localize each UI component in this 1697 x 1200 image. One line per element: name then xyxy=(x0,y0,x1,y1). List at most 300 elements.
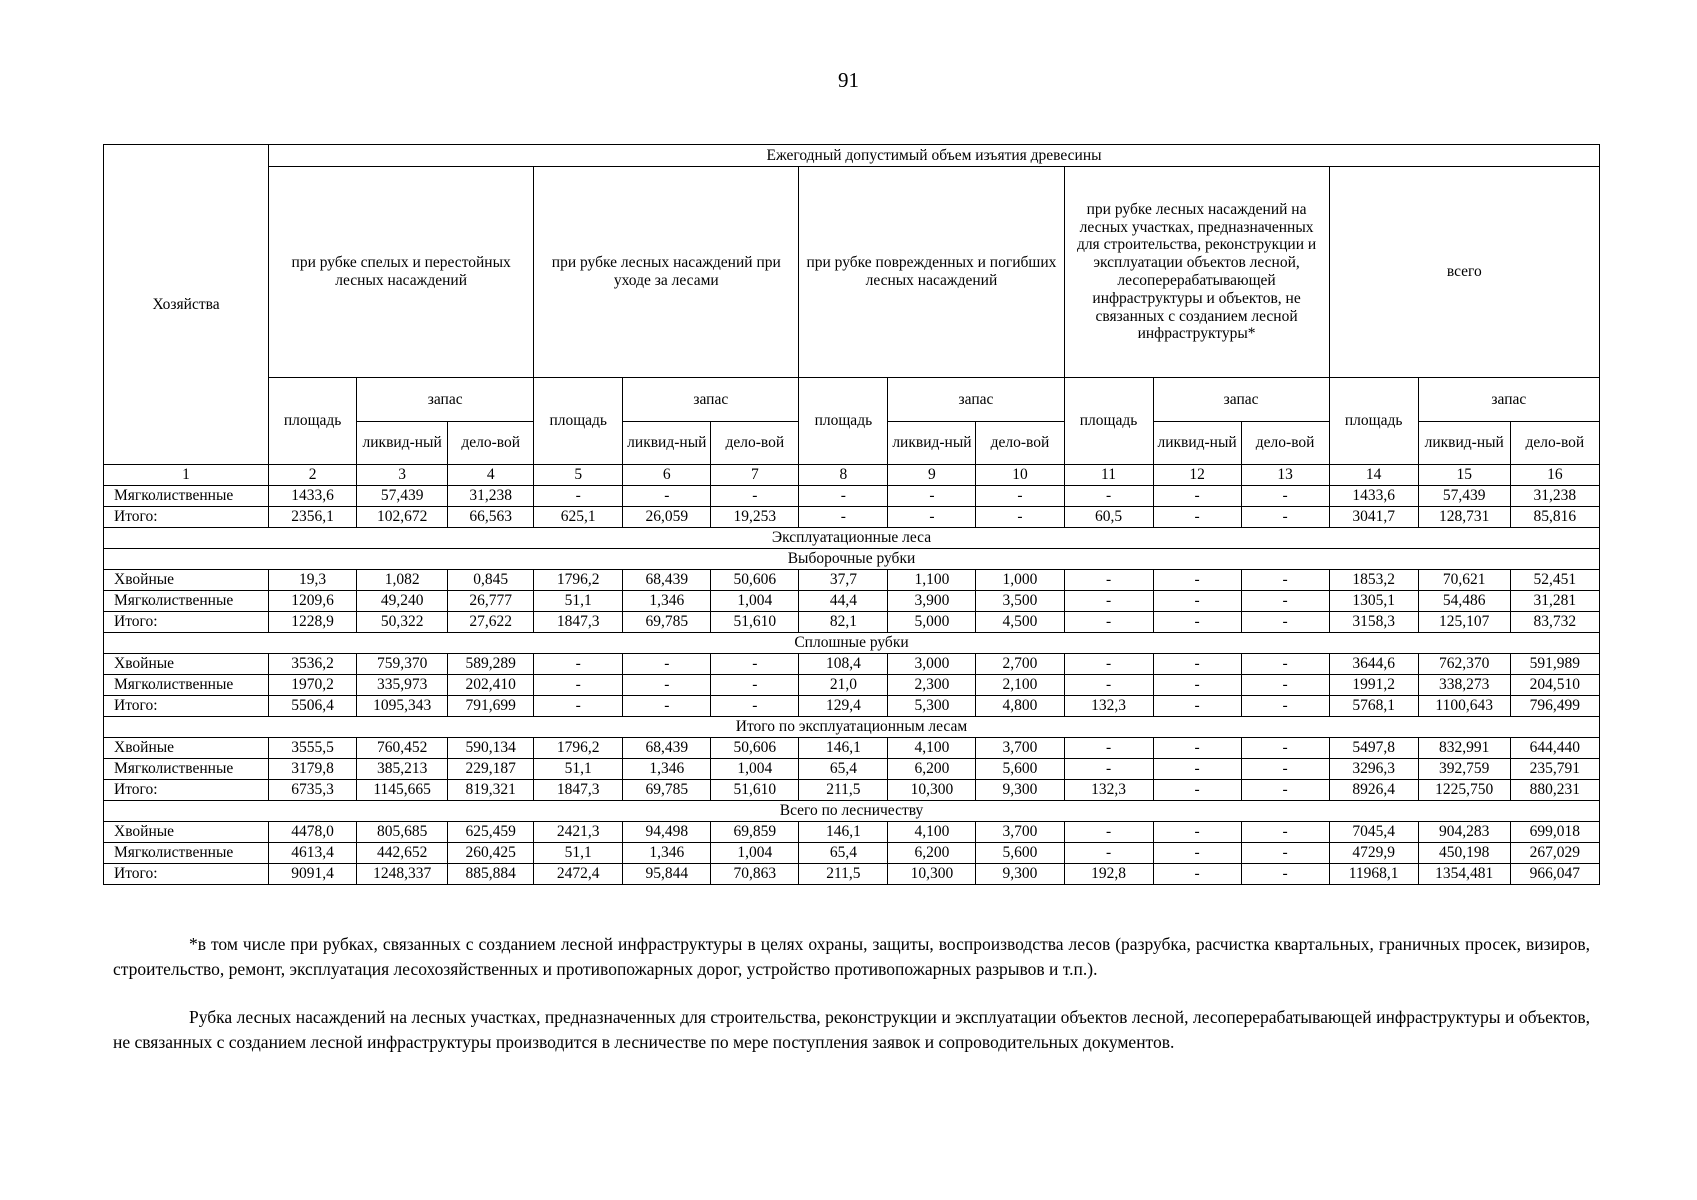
value-cell: 102,672 xyxy=(357,507,448,528)
value-cell: 450,198 xyxy=(1418,843,1510,864)
value-cell: - xyxy=(534,675,623,696)
column-number: 7 xyxy=(711,465,799,486)
area-header: площадь xyxy=(799,378,888,465)
value-cell: 204,510 xyxy=(1510,675,1599,696)
value-cell: 51,1 xyxy=(534,759,623,780)
value-cell: 1,346 xyxy=(623,591,711,612)
value-cell: 3158,3 xyxy=(1329,612,1418,633)
liquid-header: ликвид-ный xyxy=(1153,422,1241,465)
value-cell: 880,231 xyxy=(1510,780,1599,801)
value-cell: 1228,9 xyxy=(269,612,357,633)
value-cell: 590,134 xyxy=(448,738,534,759)
value-cell: 5,600 xyxy=(976,759,1064,780)
column-number: 8 xyxy=(799,465,888,486)
value-cell: - xyxy=(1241,570,1329,591)
value-cell: 1225,750 xyxy=(1418,780,1510,801)
value-cell: 54,486 xyxy=(1418,591,1510,612)
value-cell: 94,498 xyxy=(623,822,711,843)
value-cell: 267,029 xyxy=(1510,843,1599,864)
value-cell: 37,7 xyxy=(799,570,888,591)
value-cell: 27,622 xyxy=(448,612,534,633)
value-cell: 385,213 xyxy=(357,759,448,780)
value-cell: 796,499 xyxy=(1510,696,1599,717)
value-cell: 229,187 xyxy=(448,759,534,780)
value-cell: - xyxy=(1153,654,1241,675)
value-cell: 69,785 xyxy=(623,612,711,633)
value-cell: - xyxy=(1064,843,1153,864)
value-cell: 8926,4 xyxy=(1329,780,1418,801)
value-cell: 625,1 xyxy=(534,507,623,528)
value-cell: 1853,2 xyxy=(1329,570,1418,591)
column-number: 3 xyxy=(357,465,448,486)
footnote xyxy=(113,932,1590,983)
value-cell: 2,300 xyxy=(888,675,976,696)
value-cell: 11968,1 xyxy=(1329,864,1418,885)
value-cell: - xyxy=(1153,864,1241,885)
value-cell: - xyxy=(888,486,976,507)
value-cell: - xyxy=(1064,486,1153,507)
table-row xyxy=(104,507,1600,528)
table-row xyxy=(104,612,1600,633)
value-cell: - xyxy=(1153,738,1241,759)
value-cell: - xyxy=(888,507,976,528)
value-cell: 192,8 xyxy=(1064,864,1153,885)
business-header: дело-вой xyxy=(1510,422,1599,465)
value-cell: - xyxy=(1064,612,1153,633)
value-cell: 4,100 xyxy=(888,822,976,843)
value-cell: 235,791 xyxy=(1510,759,1599,780)
stock-header: запас xyxy=(357,378,534,422)
value-cell: 19,3 xyxy=(269,570,357,591)
value-cell: 9091,4 xyxy=(269,864,357,885)
value-cell: 211,5 xyxy=(799,780,888,801)
value-cell: 31,238 xyxy=(1510,486,1599,507)
area-header: площадь xyxy=(1064,378,1153,465)
value-cell: 5,600 xyxy=(976,843,1064,864)
liquid-header: ликвид-ный xyxy=(1418,422,1510,465)
value-cell: 3296,3 xyxy=(1329,759,1418,780)
section-title: Выборочные рубки xyxy=(104,549,1600,570)
column-number: 5 xyxy=(534,465,623,486)
value-cell: 21,0 xyxy=(799,675,888,696)
farms-header: Хозяйства xyxy=(104,145,269,465)
value-cell: - xyxy=(623,486,711,507)
column-number: 11 xyxy=(1064,465,1153,486)
value-cell: - xyxy=(623,696,711,717)
value-cell: 1100,643 xyxy=(1418,696,1510,717)
value-cell: - xyxy=(976,486,1064,507)
value-cell: 5,300 xyxy=(888,696,976,717)
value-cell: 146,1 xyxy=(799,822,888,843)
value-cell: - xyxy=(1153,675,1241,696)
value-cell: 260,425 xyxy=(448,843,534,864)
value-cell: - xyxy=(1153,486,1241,507)
value-cell: - xyxy=(623,675,711,696)
value-cell: 904,283 xyxy=(1418,822,1510,843)
business-header: дело-вой xyxy=(1241,422,1329,465)
section-title: Сплошные рубки xyxy=(104,633,1600,654)
value-cell: 1354,481 xyxy=(1418,864,1510,885)
value-cell: - xyxy=(1153,822,1241,843)
value-cell: 3,700 xyxy=(976,738,1064,759)
farm-name-cell: Мягколиственные xyxy=(104,843,269,864)
value-cell: 19,253 xyxy=(711,507,799,528)
farm-name-cell: Хвойные xyxy=(104,570,269,591)
value-cell: - xyxy=(976,507,1064,528)
liquid-header: ликвид-ный xyxy=(888,422,976,465)
section-row xyxy=(104,717,1600,738)
column-number: 10 xyxy=(976,465,1064,486)
value-cell: 0,845 xyxy=(448,570,534,591)
value-cell: 132,3 xyxy=(1064,696,1153,717)
value-cell: 5,000 xyxy=(888,612,976,633)
value-cell: 44,4 xyxy=(799,591,888,612)
column-number: 13 xyxy=(1241,465,1329,486)
value-cell: 65,4 xyxy=(799,759,888,780)
value-cell: - xyxy=(1241,759,1329,780)
value-cell: 95,844 xyxy=(623,864,711,885)
section-row xyxy=(104,801,1600,822)
value-cell: - xyxy=(1241,507,1329,528)
value-cell: 68,439 xyxy=(623,738,711,759)
value-cell: - xyxy=(1153,570,1241,591)
farm-name-cell: Мягколиственные xyxy=(104,591,269,612)
business-header: дело-вой xyxy=(448,422,534,465)
table-row xyxy=(104,759,1600,780)
value-cell: - xyxy=(1064,570,1153,591)
value-cell: 31,238 xyxy=(448,486,534,507)
group-header-mature: при рубке спелых и перестойных лесных насаждений xyxy=(269,167,534,378)
value-cell: 3179,8 xyxy=(269,759,357,780)
value-cell: 1,004 xyxy=(711,759,799,780)
farm-name-cell: Итого: xyxy=(104,780,269,801)
value-cell: 9,300 xyxy=(976,780,1064,801)
value-cell: 819,321 xyxy=(448,780,534,801)
farm-name-cell: Итого: xyxy=(104,507,269,528)
value-cell: - xyxy=(534,696,623,717)
paragraph-text: Рубка лесных насаждений на лесных участках, предназначенных для строительства, реконструкции и эксплуатации объектов лесной, лесоперерабатывающей инфраструктуры и объектов, не связанных с созданием лесной инфраструктуры производится в лесничестве по мере поступления заявок и сопроводительных документов. xyxy=(113,1007,1590,1053)
area-header: площадь xyxy=(269,378,357,465)
group-header-construction: при рубке лесных насаждений на лесных участках, предназначенных для строительства, реконструкции и эксплуатации объектов лесной, лесоперерабатывающей инфраструктуры и объектов, не связанных с созданием лесной инфраструктуры* xyxy=(1064,167,1329,378)
value-cell: 1433,6 xyxy=(1329,486,1418,507)
value-cell: 31,281 xyxy=(1510,591,1599,612)
value-cell: - xyxy=(1241,486,1329,507)
value-cell: 1433,6 xyxy=(269,486,357,507)
value-cell: 7045,4 xyxy=(1329,822,1418,843)
farm-name-cell: Хвойные xyxy=(104,654,269,675)
value-cell: 3555,5 xyxy=(269,738,357,759)
value-cell: - xyxy=(1153,780,1241,801)
value-cell: 2,700 xyxy=(976,654,1064,675)
table-row xyxy=(104,486,1600,507)
value-cell: - xyxy=(1064,759,1153,780)
value-cell: 108,4 xyxy=(799,654,888,675)
value-cell: 51,610 xyxy=(711,612,799,633)
section-title: Всего по лесничеству xyxy=(104,801,1600,822)
value-cell: - xyxy=(623,654,711,675)
value-cell: 132,3 xyxy=(1064,780,1153,801)
value-cell: 3,700 xyxy=(976,822,1064,843)
value-cell: - xyxy=(534,654,623,675)
value-cell: 1847,3 xyxy=(534,612,623,633)
table-row xyxy=(104,864,1600,885)
column-number: 16 xyxy=(1510,465,1599,486)
value-cell: 2472,4 xyxy=(534,864,623,885)
value-cell: 1095,343 xyxy=(357,696,448,717)
value-cell: 625,459 xyxy=(448,822,534,843)
value-cell: 3536,2 xyxy=(269,654,357,675)
value-cell: 1,346 xyxy=(623,843,711,864)
value-cell: 5497,8 xyxy=(1329,738,1418,759)
farm-name-cell: Хвойные xyxy=(104,822,269,843)
value-cell: - xyxy=(1241,696,1329,717)
table-row xyxy=(104,696,1600,717)
value-cell: 2,100 xyxy=(976,675,1064,696)
group-header-total: всего xyxy=(1329,167,1599,378)
column-number: 4 xyxy=(448,465,534,486)
value-cell: 211,5 xyxy=(799,864,888,885)
value-cell: 51,1 xyxy=(534,843,623,864)
column-number: 9 xyxy=(888,465,976,486)
value-cell: 125,107 xyxy=(1418,612,1510,633)
value-cell: 4,100 xyxy=(888,738,976,759)
value-cell: - xyxy=(1153,696,1241,717)
value-cell: 50,606 xyxy=(711,738,799,759)
value-cell: - xyxy=(1241,675,1329,696)
column-numbers-row xyxy=(104,465,1600,486)
column-number: 14 xyxy=(1329,465,1418,486)
section-title: Эксплуатационные леса xyxy=(104,528,1600,549)
value-cell: 5506,4 xyxy=(269,696,357,717)
value-cell: - xyxy=(711,654,799,675)
value-cell: 335,973 xyxy=(357,675,448,696)
value-cell: 3,500 xyxy=(976,591,1064,612)
value-cell: 4478,0 xyxy=(269,822,357,843)
value-cell: - xyxy=(1064,591,1153,612)
value-cell: 1,082 xyxy=(357,570,448,591)
value-cell: 9,300 xyxy=(976,864,1064,885)
value-cell: - xyxy=(711,696,799,717)
value-cell: 70,863 xyxy=(711,864,799,885)
farm-name-cell: Итого: xyxy=(104,696,269,717)
table-body xyxy=(104,486,1600,885)
section-row xyxy=(104,549,1600,570)
value-cell: 69,859 xyxy=(711,822,799,843)
value-cell: 885,884 xyxy=(448,864,534,885)
value-cell: - xyxy=(1153,759,1241,780)
value-cell: 65,4 xyxy=(799,843,888,864)
value-cell: - xyxy=(799,486,888,507)
value-cell: 50,606 xyxy=(711,570,799,591)
table-row xyxy=(104,822,1600,843)
value-cell: 60,5 xyxy=(1064,507,1153,528)
farm-name-cell: Мягколиственные xyxy=(104,759,269,780)
value-cell: 1796,2 xyxy=(534,570,623,591)
value-cell: 6735,3 xyxy=(269,780,357,801)
table-row xyxy=(104,570,1600,591)
value-cell: 644,440 xyxy=(1510,738,1599,759)
value-cell: - xyxy=(799,507,888,528)
column-number: 12 xyxy=(1153,465,1241,486)
farm-name-cell: Мягколиственные xyxy=(104,486,269,507)
value-cell: 589,289 xyxy=(448,654,534,675)
value-cell: 10,300 xyxy=(888,780,976,801)
footnote-text: *в том числе при рубках, связанных с созданием лесной инфраструктуры в целях охраны, защиты, воспроизводства лесов (разрубка, расчистка квартальных, граничных просек, визиров, строительство, ремонт, эксплуатация лесохозяйственных и противопожарных дорог, устройство противопожарных разрывов и т.п.). xyxy=(113,934,1590,980)
value-cell: 4729,9 xyxy=(1329,843,1418,864)
value-cell: 129,4 xyxy=(799,696,888,717)
value-cell: - xyxy=(711,486,799,507)
value-cell: 338,273 xyxy=(1418,675,1510,696)
value-cell: - xyxy=(1064,738,1153,759)
value-cell: 3041,7 xyxy=(1329,507,1418,528)
value-cell: 1,004 xyxy=(711,591,799,612)
stock-header: запас xyxy=(1418,378,1599,422)
liquid-header: ликвид-ный xyxy=(357,422,448,465)
section-title: Итого по эксплуатационным лесам xyxy=(104,717,1600,738)
column-number: 6 xyxy=(623,465,711,486)
value-cell: - xyxy=(1241,843,1329,864)
group-header-care: при рубке лесных насаждений при уходе за лесами xyxy=(534,167,799,378)
value-cell: 1,004 xyxy=(711,843,799,864)
value-cell: - xyxy=(1241,864,1329,885)
value-cell: 1145,665 xyxy=(357,780,448,801)
value-cell: - xyxy=(1241,591,1329,612)
value-cell: 128,731 xyxy=(1418,507,1510,528)
farm-name-cell: Итого: xyxy=(104,612,269,633)
value-cell: 2356,1 xyxy=(269,507,357,528)
value-cell: - xyxy=(1241,612,1329,633)
value-cell: - xyxy=(1153,843,1241,864)
value-cell: - xyxy=(1241,738,1329,759)
page-number: 91 xyxy=(838,68,859,92)
farm-name-cell: Мягколиственные xyxy=(104,675,269,696)
value-cell: 759,370 xyxy=(357,654,448,675)
farm-name-cell: Итого: xyxy=(104,864,269,885)
value-cell: 1,000 xyxy=(976,570,1064,591)
value-cell: 760,452 xyxy=(357,738,448,759)
value-cell: 83,732 xyxy=(1510,612,1599,633)
column-number: 2 xyxy=(269,465,357,486)
value-cell: 805,685 xyxy=(357,822,448,843)
value-cell: 1847,3 xyxy=(534,780,623,801)
value-cell: 4613,4 xyxy=(269,843,357,864)
value-cell: 392,759 xyxy=(1418,759,1510,780)
value-cell: 1970,2 xyxy=(269,675,357,696)
value-cell: 1991,2 xyxy=(1329,675,1418,696)
table-row xyxy=(104,591,1600,612)
value-cell: 791,699 xyxy=(448,696,534,717)
wood-harvest-table xyxy=(103,144,1600,885)
value-cell: - xyxy=(1064,675,1153,696)
value-cell: 2421,3 xyxy=(534,822,623,843)
value-cell: - xyxy=(1064,822,1153,843)
value-cell: 442,652 xyxy=(357,843,448,864)
value-cell: - xyxy=(534,486,623,507)
value-cell: 85,816 xyxy=(1510,507,1599,528)
value-cell: 4,500 xyxy=(976,612,1064,633)
value-cell: 50,322 xyxy=(357,612,448,633)
area-header: площадь xyxy=(534,378,623,465)
section-row xyxy=(104,528,1600,549)
value-cell: 26,059 xyxy=(623,507,711,528)
table-row xyxy=(104,675,1600,696)
value-cell: 762,370 xyxy=(1418,654,1510,675)
value-cell: 70,621 xyxy=(1418,570,1510,591)
paragraph xyxy=(113,1005,1590,1056)
table-row xyxy=(104,738,1600,759)
table-row xyxy=(104,843,1600,864)
value-cell: - xyxy=(1064,654,1153,675)
value-cell: 82,1 xyxy=(799,612,888,633)
value-cell: 3,900 xyxy=(888,591,976,612)
value-cell: - xyxy=(1153,591,1241,612)
value-cell: 966,047 xyxy=(1510,864,1599,885)
value-cell: 51,1 xyxy=(534,591,623,612)
table-header xyxy=(104,145,1600,486)
group-header-damaged: при рубке поврежденных и погибших лесных насаждений xyxy=(799,167,1064,378)
area-header: площадь xyxy=(1329,378,1418,465)
value-cell: 1305,1 xyxy=(1329,591,1418,612)
annual-volume-header: Ежегодный допустимый объем изъятия древесины xyxy=(269,145,1600,167)
business-header: дело-вой xyxy=(976,422,1064,465)
value-cell: 52,451 xyxy=(1510,570,1599,591)
value-cell: 202,410 xyxy=(448,675,534,696)
liquid-header: ликвид-ный xyxy=(623,422,711,465)
value-cell: - xyxy=(1153,507,1241,528)
value-cell: 51,610 xyxy=(711,780,799,801)
value-cell: 68,439 xyxy=(623,570,711,591)
value-cell: 6,200 xyxy=(888,843,976,864)
value-cell: 1,346 xyxy=(623,759,711,780)
value-cell: 1248,337 xyxy=(357,864,448,885)
value-cell: 146,1 xyxy=(799,738,888,759)
value-cell: 1796,2 xyxy=(534,738,623,759)
value-cell: 3644,6 xyxy=(1329,654,1418,675)
value-cell: - xyxy=(1241,654,1329,675)
value-cell: 4,800 xyxy=(976,696,1064,717)
value-cell: 832,991 xyxy=(1418,738,1510,759)
stock-header: запас xyxy=(888,378,1064,422)
value-cell: - xyxy=(1241,822,1329,843)
value-cell: 10,300 xyxy=(888,864,976,885)
value-cell: 699,018 xyxy=(1510,822,1599,843)
stock-header: запас xyxy=(1153,378,1329,422)
value-cell: 57,439 xyxy=(357,486,448,507)
value-cell: 26,777 xyxy=(448,591,534,612)
value-cell: 6,200 xyxy=(888,759,976,780)
value-cell: - xyxy=(711,675,799,696)
column-number: 15 xyxy=(1418,465,1510,486)
value-cell: - xyxy=(1241,780,1329,801)
value-cell: 1,100 xyxy=(888,570,976,591)
section-row xyxy=(104,633,1600,654)
farm-name-cell: Хвойные xyxy=(104,738,269,759)
value-cell: 3,000 xyxy=(888,654,976,675)
column-number: 1 xyxy=(104,465,269,486)
stock-header: запас xyxy=(623,378,799,422)
value-cell: 69,785 xyxy=(623,780,711,801)
table-row xyxy=(104,780,1600,801)
business-header: дело-вой xyxy=(711,422,799,465)
value-cell: 66,563 xyxy=(448,507,534,528)
value-cell: - xyxy=(1153,612,1241,633)
value-cell: 49,240 xyxy=(357,591,448,612)
value-cell: 57,439 xyxy=(1418,486,1510,507)
table-row xyxy=(104,654,1600,675)
value-cell: 5768,1 xyxy=(1329,696,1418,717)
value-cell: 591,989 xyxy=(1510,654,1599,675)
value-cell: 1209,6 xyxy=(269,591,357,612)
